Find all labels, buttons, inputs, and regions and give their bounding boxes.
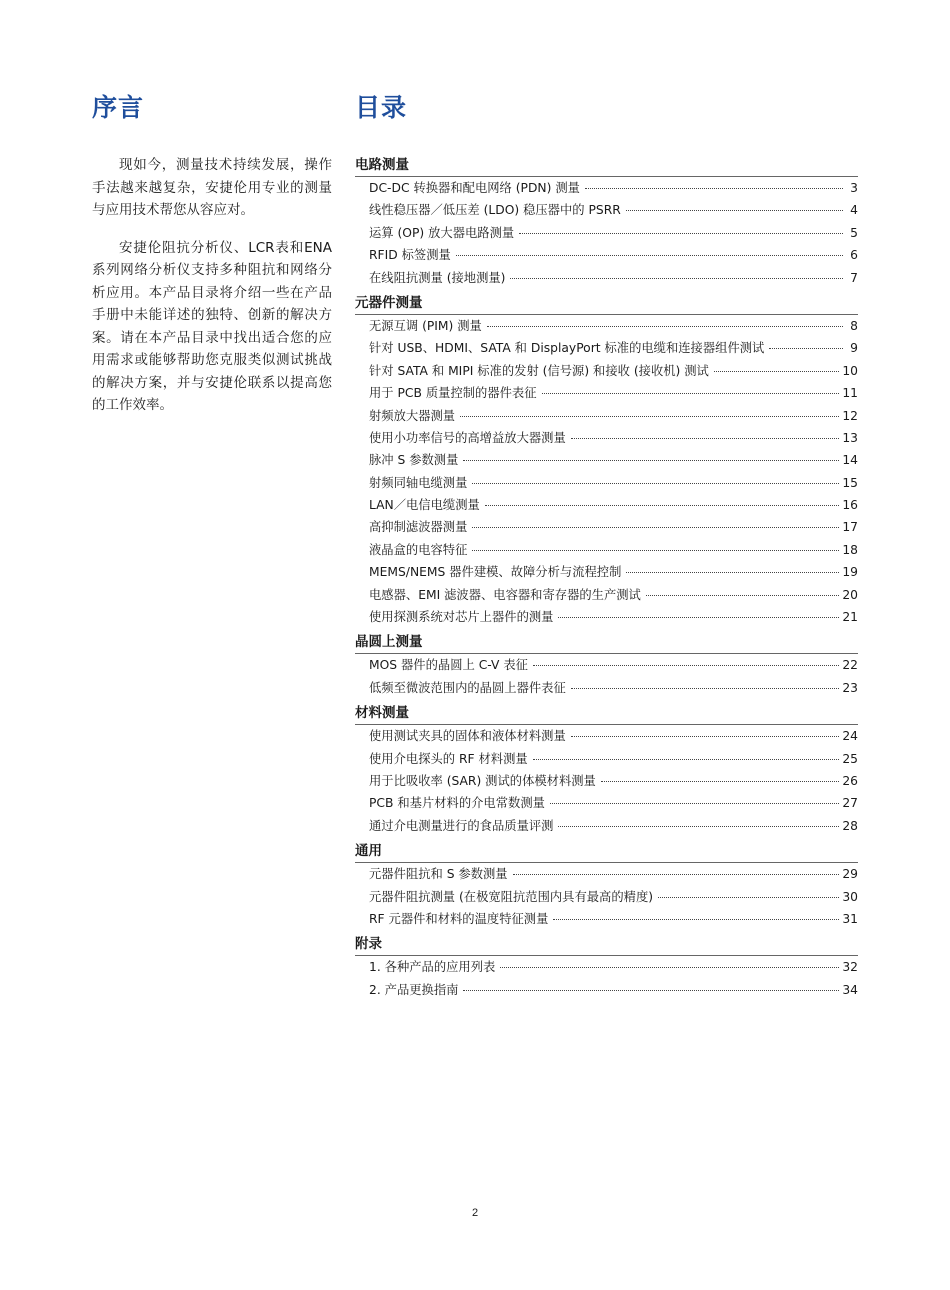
toc-entry-title: DC-DC 转换器和配电网络 (PDN) 测量	[369, 181, 580, 195]
toc-entry[interactable]	[355, 979, 858, 1001]
toc-entry[interactable]	[355, 405, 858, 427]
dot-leader	[646, 595, 839, 596]
dot-leader	[487, 326, 843, 327]
dot-leader	[626, 210, 843, 211]
toc-entry-page: 9	[850, 341, 858, 356]
toc-entry[interactable]	[355, 677, 858, 699]
toc-entry-title: 元器件阻抗和 S 参数测量	[369, 867, 508, 882]
toc-entry-page: 19	[842, 565, 858, 580]
toc-entry-page: 10	[842, 363, 858, 378]
preface-body	[92, 154, 332, 432]
toc-entry-title: 脉冲 S 参数测量	[369, 453, 459, 468]
toc-entry-title: RF 元器件和材料的温度特征测量	[369, 911, 549, 926]
toc-entry-page: 24	[842, 729, 858, 744]
dot-leader	[533, 759, 840, 760]
toc-entry-page: 29	[842, 867, 858, 882]
dot-leader	[456, 255, 843, 256]
toc-entry-page: 25	[842, 751, 858, 766]
toc-entry-title: 针对 USB、HDMI、SATA 和 DisplayPort 标准的电缆和连接器组件测试	[369, 341, 765, 356]
toc-entry-page: 30	[842, 889, 858, 904]
dot-leader	[553, 919, 839, 920]
toc-entry-title: 2. 产品更换指南	[369, 982, 459, 997]
toc-entry[interactable]	[355, 177, 858, 199]
dot-leader	[571, 736, 840, 737]
toc-section-items	[355, 176, 858, 289]
dot-leader	[769, 348, 843, 349]
toc-entry[interactable]	[355, 654, 858, 676]
toc-entry[interactable]	[355, 360, 858, 382]
toc-entry-page: 32	[842, 960, 858, 975]
toc-section-items	[355, 653, 858, 699]
toc-entry-page: 27	[842, 796, 858, 811]
toc-entry-title: 使用探测系统对芯片上器件的测量	[369, 610, 554, 625]
toc-entry-title: 使用小功率信号的高增益放大器测量	[369, 430, 566, 445]
toc-entry-title: 运算 (OP) 放大器电路测量	[369, 225, 515, 240]
toc-entry-page: 15	[842, 475, 858, 490]
dot-leader	[519, 233, 843, 234]
dot-leader	[472, 527, 839, 528]
toc-entry[interactable]	[355, 267, 858, 289]
toc-entry-title: 通过介电测量进行的食品质量评测	[369, 818, 554, 833]
toc-entry-title: 使用介电探头的 RF 材料测量	[369, 751, 528, 766]
toc-section-items	[355, 724, 858, 837]
toc-section-heading: 材料测量	[355, 705, 409, 722]
toc-entry-page: 17	[842, 520, 858, 535]
dot-leader	[585, 188, 843, 189]
dot-leader	[472, 483, 839, 484]
toc-entry[interactable]	[355, 427, 858, 449]
toc-entry[interactable]	[355, 725, 858, 747]
toc-entry-page: 20	[842, 587, 858, 602]
toc-entry[interactable]	[355, 337, 858, 359]
dot-leader	[558, 826, 839, 827]
toc-entry[interactable]	[355, 908, 858, 930]
toc-entry-page: 7	[850, 270, 858, 285]
toc-entry[interactable]	[355, 561, 858, 583]
toc-entry[interactable]	[355, 244, 858, 266]
toc-section-heading: 元器件测量	[355, 294, 423, 311]
toc-entry-title: 电感器、EMI 滤波器、电容器和寄存器的生产测试	[369, 587, 641, 602]
toc-entry[interactable]	[355, 606, 858, 628]
dot-leader	[601, 781, 839, 782]
preface-paragraph: 现如今，测量技术持续发展，操作手法越来越复杂，安捷伦用专业的测量与应用技术帮您从容应对。	[92, 157, 332, 218]
dot-leader	[658, 897, 839, 898]
toc-section-heading: 晶圆上测量	[355, 634, 423, 651]
toc-entry-page: 6	[850, 248, 858, 263]
toc-entry-page: 22	[842, 658, 858, 673]
toc-entry-title: 射频同轴电缆测量	[369, 475, 468, 490]
dot-leader	[510, 278, 843, 279]
toc-entry[interactable]	[355, 516, 858, 538]
preface-title: 序言	[92, 93, 145, 122]
toc-entry-title: 1. 各种产品的应用列表	[369, 960, 496, 975]
toc-title: 目录	[355, 93, 408, 122]
toc-entry-title: 在线阻抗测量 (接地测量)	[369, 270, 506, 285]
toc-entry-page: 28	[842, 818, 858, 833]
toc-section-items	[355, 955, 858, 1001]
toc-entry[interactable]	[355, 584, 858, 606]
toc-entry-title: 线性稳压器／低压差 (LDO) 稳压器中的 PSRR	[369, 203, 621, 218]
toc-entry-page: 18	[842, 542, 858, 557]
preface-paragraph: 安捷伦阻抗分析仪、LCR表和ENA系列网络分析仪支持多种阻抗和网络分析应用。本产品目录将介绍一些在产品手册中未能详述的独特、创新的解决方案。请在本产品目录中找出适合您的应用需求或能够帮助您克服类似测试挑战的解决方案，并与安捷伦联系以提高您的工作效率。	[92, 239, 332, 413]
toc-entry-page: 3	[850, 181, 858, 195]
dot-leader	[714, 371, 840, 372]
toc-entry-page: 31	[842, 911, 858, 926]
dot-leader	[558, 617, 839, 618]
toc-entry[interactable]	[355, 863, 858, 885]
toc-entry-title: 用于比吸收率 (SAR) 测试的体模材料测量	[369, 773, 596, 788]
toc-entry-title: 无源互调 (PIM) 测量	[369, 318, 482, 333]
table-of-contents	[355, 154, 858, 1001]
toc-entry-title: 高抑制滤波器测量	[369, 520, 468, 535]
toc-entry[interactable]	[355, 792, 858, 814]
dot-leader	[533, 665, 839, 666]
toc-entry[interactable]	[355, 956, 858, 978]
toc-section-heading: 电路测量	[355, 157, 409, 173]
toc-section-items	[355, 862, 858, 930]
toc-entry-page: 21	[842, 610, 858, 625]
toc-entry-page: 16	[842, 498, 858, 513]
toc-entry[interactable]	[355, 382, 858, 404]
toc-entry-title: MEMS/NEMS 器件建模、故障分析与流程控制	[369, 565, 622, 580]
toc-section-items	[355, 314, 858, 628]
dot-leader	[472, 550, 839, 551]
toc-entry[interactable]	[355, 472, 858, 494]
toc-entry-page: 13	[842, 430, 858, 445]
toc-entry-page: 34	[842, 982, 858, 997]
dot-leader	[513, 874, 840, 875]
toc-entry-title: 用于 PCB 质量控制的器件表征	[369, 386, 537, 401]
toc-entry[interactable]	[355, 886, 858, 908]
toc-entry-title: LAN／电信电缆测量	[369, 498, 480, 513]
toc-entry[interactable]	[355, 539, 858, 561]
toc-entry[interactable]	[355, 748, 858, 770]
dot-leader	[485, 505, 840, 506]
toc-entry-title: MOS 器件的晶圆上 C-V 表征	[369, 658, 528, 673]
toc-entry-title: 液晶盒的电容特征	[369, 542, 468, 557]
toc-entry[interactable]	[355, 815, 858, 837]
toc-entry-page: 26	[842, 773, 858, 788]
toc-entry-page: 4	[850, 203, 858, 218]
dot-leader	[571, 438, 840, 439]
toc-entry-title: RFID 标签测量	[369, 248, 451, 263]
toc-entry[interactable]	[355, 449, 858, 471]
dot-leader	[500, 967, 839, 968]
toc-entry-page: 12	[842, 408, 858, 423]
toc-entry-page: 11	[842, 386, 858, 401]
toc-entry-title: PCB 和基片材料的介电常数测量	[369, 796, 545, 811]
page-number: 2	[471, 1207, 479, 1219]
toc-entry-page: 14	[842, 453, 858, 468]
dot-leader	[626, 572, 839, 573]
toc-entry[interactable]	[355, 315, 858, 337]
toc-entry-title: 低频至微波范围内的晶圆上器件表征	[369, 680, 566, 695]
dot-leader	[463, 990, 839, 991]
toc-section-heading: 附录	[355, 936, 382, 953]
dot-leader	[550, 803, 839, 804]
toc-entry-page: 23	[842, 680, 858, 695]
toc-entry[interactable]	[355, 770, 858, 792]
dot-leader	[542, 393, 840, 394]
toc-entry-title: 元器件阻抗测量 (在极宽阻抗范围内具有最高的精度)	[369, 889, 654, 904]
toc-entry[interactable]	[355, 222, 858, 244]
toc-entry-page: 5	[850, 225, 858, 240]
toc-entry-title: 使用测试夹具的固体和液体材料测量	[369, 729, 566, 744]
dot-leader	[571, 688, 840, 689]
toc-section-heading: 通用	[355, 843, 382, 860]
toc-entry[interactable]	[355, 199, 858, 221]
dot-leader	[463, 460, 839, 461]
toc-entry[interactable]	[355, 494, 858, 516]
toc-entry-title: 射频放大器测量	[369, 408, 456, 423]
toc-entry-title: 针对 SATA 和 MIPI 标准的发射 (信号源) 和接收 (接收机) 测试	[369, 363, 709, 378]
toc-entry-page: 8	[850, 318, 858, 333]
dot-leader	[460, 416, 839, 417]
